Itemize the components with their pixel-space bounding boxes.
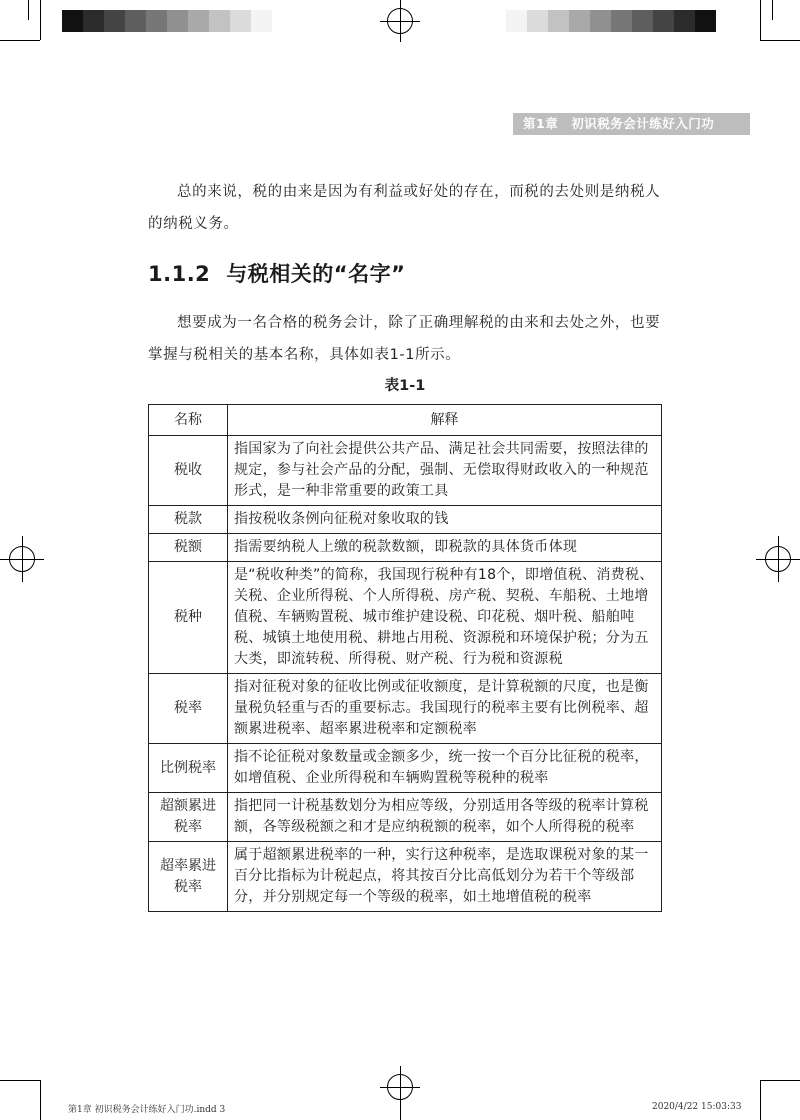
term-desc: 指国家为了向社会提供公共产品、满足社会共同需要，按照法律的规定，参与社会产品的分配，强制、无偿取得财政收入的一种规范形式，是一种非常重要的政策工具 bbox=[228, 436, 662, 506]
color-swatch bbox=[146, 10, 167, 32]
term-desc: 指对征税对象的征收比例或征收额度，是计算税额的尺度，也是衡量税负轻重与否的重要标志。我国现行的税率主要有比例税率、超额累进税率、超率累进税率和定额税率 bbox=[228, 674, 662, 744]
term-desc: 指不论征税对象数量或金额多少，统一按一个百分比征税的税率，如增值税、企业所得税和车辆购置税等税种的税率 bbox=[228, 744, 662, 793]
intro-paragraph: 总的来说，税的由来是因为有利益或好处的存在，而税的去处则是纳税人的纳税义务。 bbox=[148, 184, 661, 232]
table-row bbox=[149, 842, 662, 912]
color-swatch bbox=[548, 10, 569, 32]
term-desc: 是“税收种类”的简称，我国现行税种有18个，即增值税、消费税、关税、企业所得税、个人所得税、房产税、契税、车船税、土地增值税、车辆购置税、城市维护建设税、印花税、烟叶税、船舶吨税、城镇土地使用税、耕地占用税、资源税和环境保护税；分为五大类，即流转税、所得税、财产税、行为税和资源税 bbox=[228, 562, 662, 674]
table-row bbox=[149, 562, 662, 674]
header-desc: 解释 bbox=[228, 405, 662, 436]
color-swatch bbox=[251, 10, 272, 32]
color-swatch bbox=[230, 10, 251, 32]
table-row bbox=[149, 506, 662, 534]
crop-mark bbox=[0, 1080, 40, 1081]
term-name: 税额 bbox=[149, 534, 228, 562]
color-swatch bbox=[527, 10, 548, 32]
registration-line bbox=[22, 536, 23, 582]
registration-line bbox=[778, 536, 779, 582]
crop-mark bbox=[760, 0, 761, 40]
section-heading bbox=[148, 258, 405, 288]
color-swatch bbox=[167, 10, 188, 32]
color-swatch bbox=[83, 10, 104, 32]
color-swatch bbox=[125, 10, 146, 32]
color-swatch bbox=[674, 10, 695, 32]
crop-mark bbox=[0, 40, 40, 41]
term-name: 税款 bbox=[149, 506, 228, 534]
footer-file-label: 第1章 初识税务会计练好入门功.indd 3 bbox=[68, 1105, 226, 1115]
color-swatch bbox=[611, 10, 632, 32]
crop-mark bbox=[760, 1080, 800, 1081]
term-name: 税收 bbox=[149, 436, 228, 506]
table-row bbox=[149, 793, 662, 842]
color-swatch bbox=[188, 10, 209, 32]
color-bar-left bbox=[62, 10, 272, 32]
color-swatch bbox=[590, 10, 611, 32]
term-desc: 指按税收条例向征税对象收取的钱 bbox=[228, 506, 662, 534]
term-desc: 属于超额累进税率的一种，实行这种税率，是选取课税对象的某一百分比指标为计税起点，将其按百分比高低划分为若干个等级部分，并分别规定每一个等级的税率，如土地增值税的税率 bbox=[228, 842, 662, 912]
crop-mark bbox=[760, 1080, 761, 1120]
color-bar-right bbox=[506, 10, 716, 32]
color-swatch bbox=[695, 10, 716, 32]
section-title: 与税相关的“名字” bbox=[226, 262, 406, 286]
crop-mark bbox=[772, 0, 773, 20]
crop-mark bbox=[40, 1080, 41, 1120]
color-swatch bbox=[506, 10, 527, 32]
crop-mark bbox=[40, 0, 41, 40]
table-header-row bbox=[149, 405, 662, 436]
table-row bbox=[149, 674, 662, 744]
term-name: 超率累进税率 bbox=[149, 842, 228, 912]
registration-line bbox=[400, 1066, 401, 1120]
term-name: 比例税率 bbox=[149, 744, 228, 793]
term-name: 税种 bbox=[149, 562, 228, 674]
color-swatch bbox=[104, 10, 125, 32]
section-number: 1.1.2 bbox=[148, 262, 211, 286]
footer-timestamp: 2020/4/22 15:03:33 bbox=[652, 1102, 742, 1112]
table-row bbox=[149, 744, 662, 793]
color-swatch bbox=[62, 10, 83, 32]
term-desc: 指把同一计税基数划分为相应等级，分别适用各等级的税率计算税额，各等级税额之和才是应纳税额的税率，如个人所得税的税率 bbox=[228, 793, 662, 842]
color-swatch bbox=[209, 10, 230, 32]
color-swatch bbox=[569, 10, 590, 32]
crop-mark bbox=[28, 0, 29, 20]
running-head: 第1章 初识税务会计练好入门功 bbox=[513, 113, 750, 135]
terms-table bbox=[148, 404, 662, 912]
term-desc: 指需要纳税人上缴的税款数额，即税款的具体货币体现 bbox=[228, 534, 662, 562]
term-name: 税率 bbox=[149, 674, 228, 744]
color-swatch bbox=[653, 10, 674, 32]
table-caption: 表1-1 bbox=[384, 378, 426, 394]
crop-mark bbox=[760, 40, 800, 41]
section-paragraph: 想要成为一名合格的税务会计，除了正确理解税的由来和去处之外，也要掌握与税相关的基本名称，具体如表1-1所示。 bbox=[148, 315, 661, 363]
term-name: 超额累进税率 bbox=[149, 793, 228, 842]
table-row bbox=[149, 436, 662, 506]
registration-line bbox=[400, 0, 401, 42]
header-name: 名称 bbox=[149, 405, 228, 436]
color-swatch bbox=[632, 10, 653, 32]
table-row bbox=[149, 534, 662, 562]
